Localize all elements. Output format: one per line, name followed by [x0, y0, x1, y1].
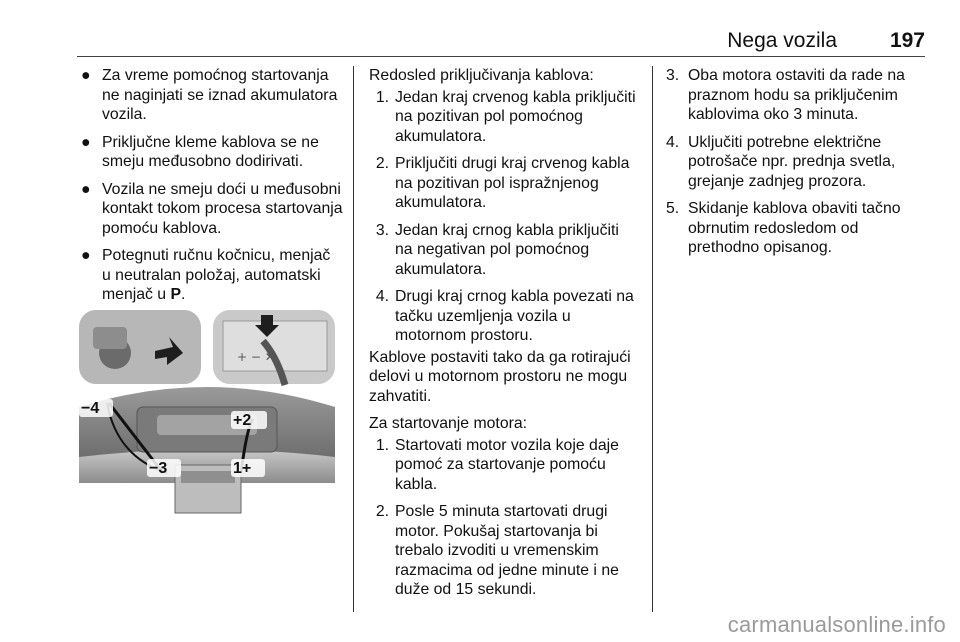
list-item: 3. Oba motora ostaviti da rade na praznom hodu sa priključenim kablovima oko 3 minuta.: [666, 67, 905, 123]
inset-part: [93, 327, 127, 349]
bullet-item: ● Priključne kleme kablova se ne smeju međusobno dodirivati.: [81, 133, 319, 170]
list-item: 1. Startovati motor vozila koje daje pomoć za startovanje pomoću kabla.: [375, 436, 619, 493]
column-2: [369, 66, 639, 608]
list-item: 4. Drugi kraj crnog kabla povezati na tačku uzemljenja vozila u motornom prostoru.: [375, 288, 634, 344]
section-title: Nega vozila: [727, 29, 837, 52]
watermark: carmanualsonline.info: [727, 612, 946, 637]
list-item: 1. Jedan kraj crvenog kabla priključiti na pozitivan pol pomoćnog akumulatora.: [375, 88, 636, 145]
label-minus-3: −3: [149, 460, 168, 477]
column-divider: [652, 66, 653, 612]
battery-marks: + − ✕: [237, 350, 275, 364]
jump-start-svg: [77, 307, 337, 517]
column-divider: [353, 66, 354, 612]
column-1: [77, 66, 343, 313]
column-3: [668, 66, 930, 266]
start-heading: Za startovanje motora:: [369, 415, 528, 432]
list-item: 4. Uključiti potrebne električne potrošače npr. prednja svetla, grejanje zadnjeg prozora.: [666, 133, 896, 190]
list-item: 2. Posle 5 minuta startovati drugi motor. Pokušaj startovanja bi trebalo izvoditi u vremenskim razmacima od jedne minute i ne duže od 15 sekundi.: [375, 503, 619, 598]
list-item: 3. Jedan kraj crnog kabla priključiti na negativan pol pomoćnog akumulatora.: [375, 221, 619, 278]
intro-text: Redosled priključivanja kablova:: [369, 67, 594, 84]
battery-top: [181, 471, 235, 483]
page-header: [77, 26, 925, 57]
page-number: 197: [889, 29, 925, 52]
bullet-item: ● Potegnuti ručnu kočnicu, menjač u neutralan položaj, automatski menjač u P.: [81, 247, 331, 303]
label-minus-4: −4: [81, 400, 100, 417]
bullet-dot-icon: ●: [81, 67, 91, 84]
bullet-item: ● Vozila ne smeju doći u međusobni kontakt tokom procesa startovanja pomoću kablova.: [81, 180, 343, 237]
bullet-dot-icon: ●: [81, 247, 91, 264]
label-plus-2: +2: [233, 412, 252, 429]
cable-routing-note: Kablove postaviti tako da ga rotirajući delovi u motornom prostoru ne mogu zahvatiti.: [369, 348, 631, 405]
gear-p-label: P: [170, 286, 182, 303]
label-plus-1: 1+: [233, 460, 252, 477]
jump-start-illustration: [77, 307, 337, 517]
bullet-dot-icon: ●: [81, 180, 91, 198]
list-item: 2. Priključiti drugi kraj crvenog kabla na pozitivan pol ispražnjenog akumulatora.: [375, 155, 630, 211]
list-item: 5. Skidanje kablova obaviti tačno obrnutim redosledom od prethodno opisanog.: [666, 200, 901, 256]
bullet-item: ● Za vreme pomoćnog startovanja ne naginjati se iznad akumulatora vozila.: [81, 67, 338, 123]
bullet-dot-icon: ●: [81, 133, 91, 151]
